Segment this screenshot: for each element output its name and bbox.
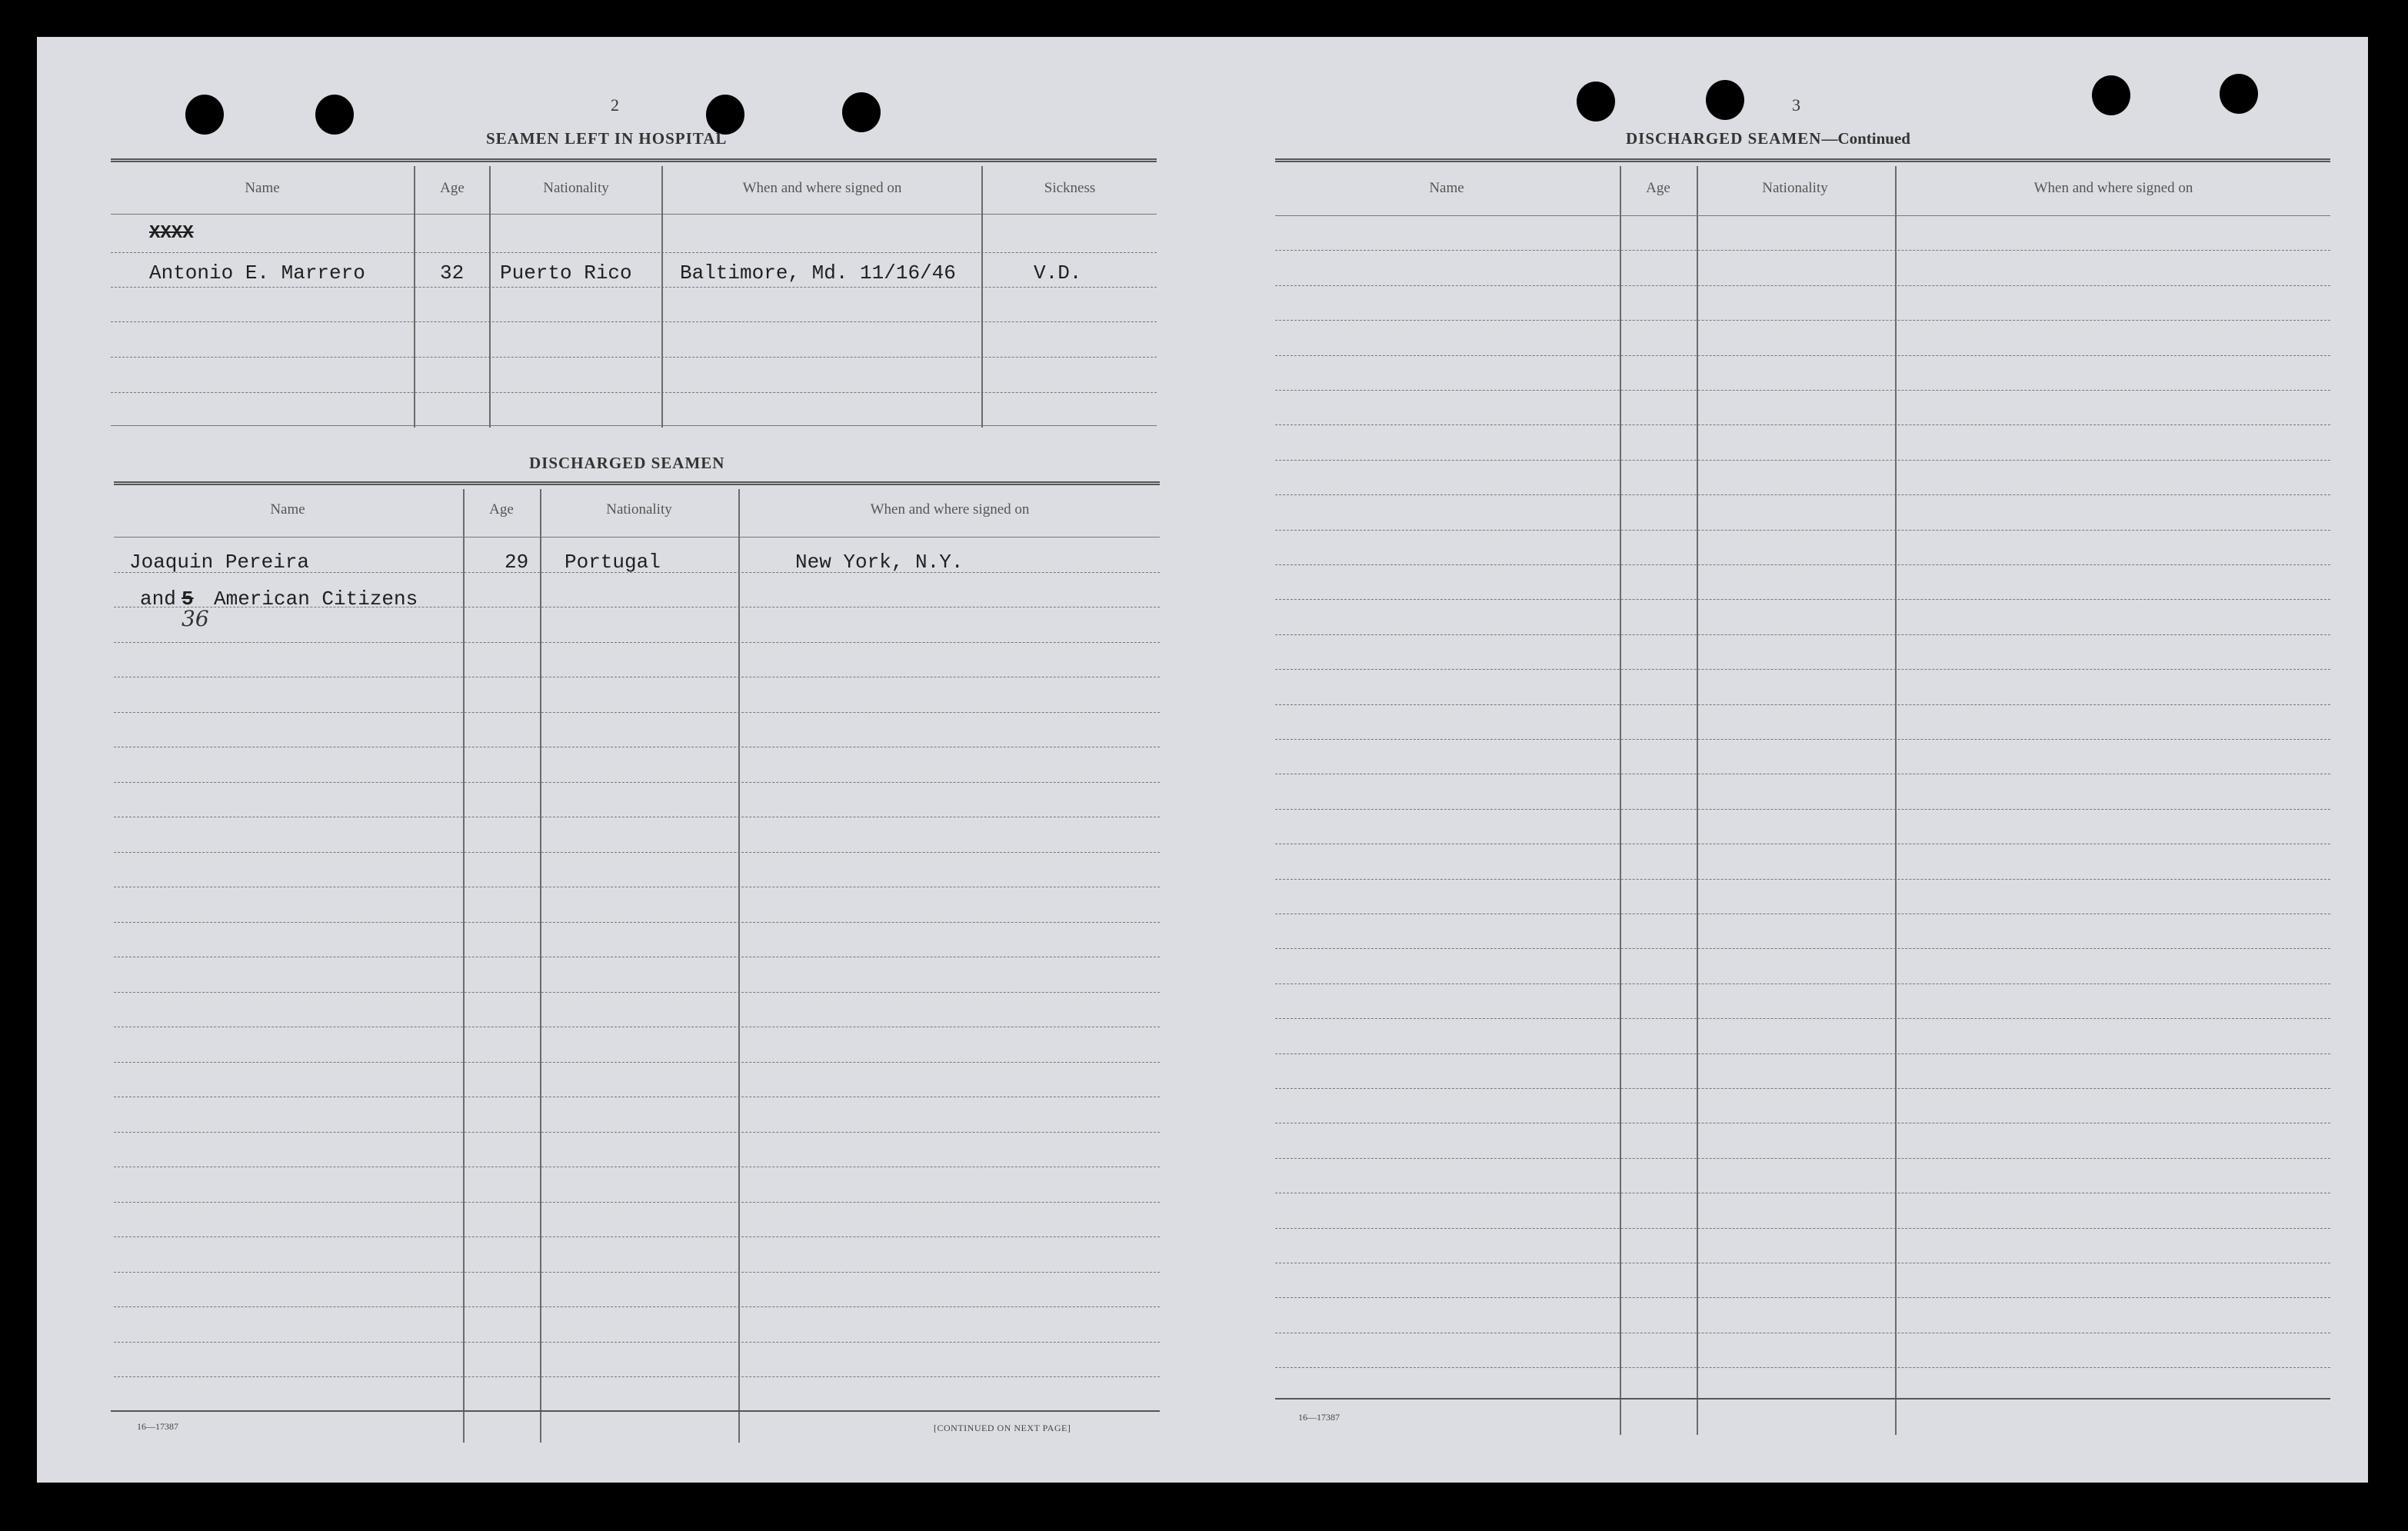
hospital-signed-on: Baltimore, Md. 11/16/46 [680,261,956,285]
row-line [1275,1228,2330,1229]
hospital-sickness: V.D. [1034,261,1082,285]
continued-note: [CONTINUED ON NEXT PAGE] [934,1423,1071,1433]
col-nationality: Nationality [1762,180,1828,196]
row-line [114,1202,1160,1203]
discharged-name: Joaquin Pereira [129,551,310,574]
col-divider [414,166,415,428]
col-name: Name [245,180,280,196]
row-line [114,922,1160,923]
col-age: Age [440,180,465,196]
hospital-name: Antonio E. Marrero [149,261,365,285]
row-line [114,852,1160,853]
col-divider [738,489,740,1443]
right-title-main: DISCHARGED SEAMEN [1626,129,1822,148]
row-line [111,214,1157,215]
row-line [1275,494,2330,495]
col-signed-on: When and where signed on [870,501,1030,518]
row-line [114,537,1160,538]
punch-hole [1706,80,1744,120]
row-line [1275,809,2330,810]
punch-hole [2092,75,2130,115]
discharged-signed-on: New York, N.Y. [795,551,964,574]
row-line [1275,879,2330,880]
row-line [114,1272,1160,1273]
row-line [114,782,1160,783]
row-line [1275,460,2330,461]
col-nationality: Nationality [606,501,672,518]
page-number: 2 [611,95,619,115]
col-name: Name [270,501,305,518]
row-line [114,1236,1160,1237]
form-number: 16—17387 [1298,1412,1340,1423]
citizens-note-prefix: and [140,587,176,611]
form-number: 16—17387 [137,1421,178,1432]
right-section-title [1626,129,1910,148]
row-line [111,392,1157,393]
col-name: Name [1429,180,1464,196]
row-line [1275,215,2330,216]
hospital-nationality: Puerto Rico [500,261,632,285]
col-divider [1697,166,1698,1435]
col-nationality: Nationality [543,180,609,196]
hospital-age: 32 [440,261,465,285]
row-line [1275,704,2330,705]
punch-hole [315,95,354,135]
row-line [1275,1018,2330,1019]
document-sheet [37,37,2368,1483]
row-line [1275,355,2330,356]
row-line [1275,1367,2330,1368]
row-line [1275,285,2330,286]
row-line [114,712,1160,713]
col-age: Age [489,501,514,518]
row-line [1275,424,2330,425]
handwritten-count: 36 [182,606,209,631]
row-line [1275,320,2330,321]
row-line [114,1132,1160,1133]
col-signed-on: When and where signed on [742,180,902,196]
section-rule [111,158,1157,162]
row-line [1275,1297,2330,1298]
row-line [1275,390,2330,391]
row-line [1275,1158,2330,1159]
col-signed-on: When and where signed on [2033,180,2193,196]
section-rule [111,1410,1160,1412]
row-line [1275,669,2330,670]
punch-hole [2220,74,2258,114]
punch-hole [185,95,224,135]
row-line [114,1062,1160,1063]
col-divider [661,166,663,428]
row-line [1275,1053,2330,1054]
row-line [1275,599,2330,600]
row-line [1275,739,2330,740]
col-divider [489,166,491,428]
page-number: 3 [1792,95,1800,115]
col-divider [540,489,541,1443]
row-line [111,252,1157,253]
right-title-continued: —Continued [1821,129,1910,148]
discharged-nationality: Portugal [565,551,661,574]
section-rule [1275,158,2330,162]
row-line [114,1306,1160,1307]
row-line [114,1342,1160,1343]
citizens-note-struck-number: 5 [182,587,194,611]
col-sickness: Sickness [1044,180,1096,196]
row-line [114,642,1160,643]
row-line [111,287,1157,288]
hospital-section-title: SEAMEN LEFT IN HOSPITAL [486,129,728,148]
col-divider [981,166,983,428]
col-divider [1620,166,1621,1435]
row-line [1275,530,2330,531]
discharged-section-title: DISCHARGED SEAMEN [529,454,725,472]
citizens-note-suffix: American Citizens [214,587,418,611]
row-line [1275,634,2330,635]
row-line [114,992,1160,993]
row-line [114,1376,1160,1377]
row-line [1275,564,2330,565]
punch-hole [1577,82,1615,121]
punch-hole [842,92,881,132]
row-line [111,321,1157,322]
row-line [1275,250,2330,251]
section-rule [1275,1398,2330,1400]
row-line [111,425,1157,426]
col-age: Age [1646,180,1670,196]
col-divider [463,489,465,1443]
row-line [1275,1088,2330,1089]
discharged-age: 29 [505,551,529,574]
row-line [111,357,1157,358]
col-divider [1895,166,1897,1435]
section-rule [114,481,1160,485]
row-line [1275,948,2330,949]
struck-entry: XXXX [149,223,194,244]
